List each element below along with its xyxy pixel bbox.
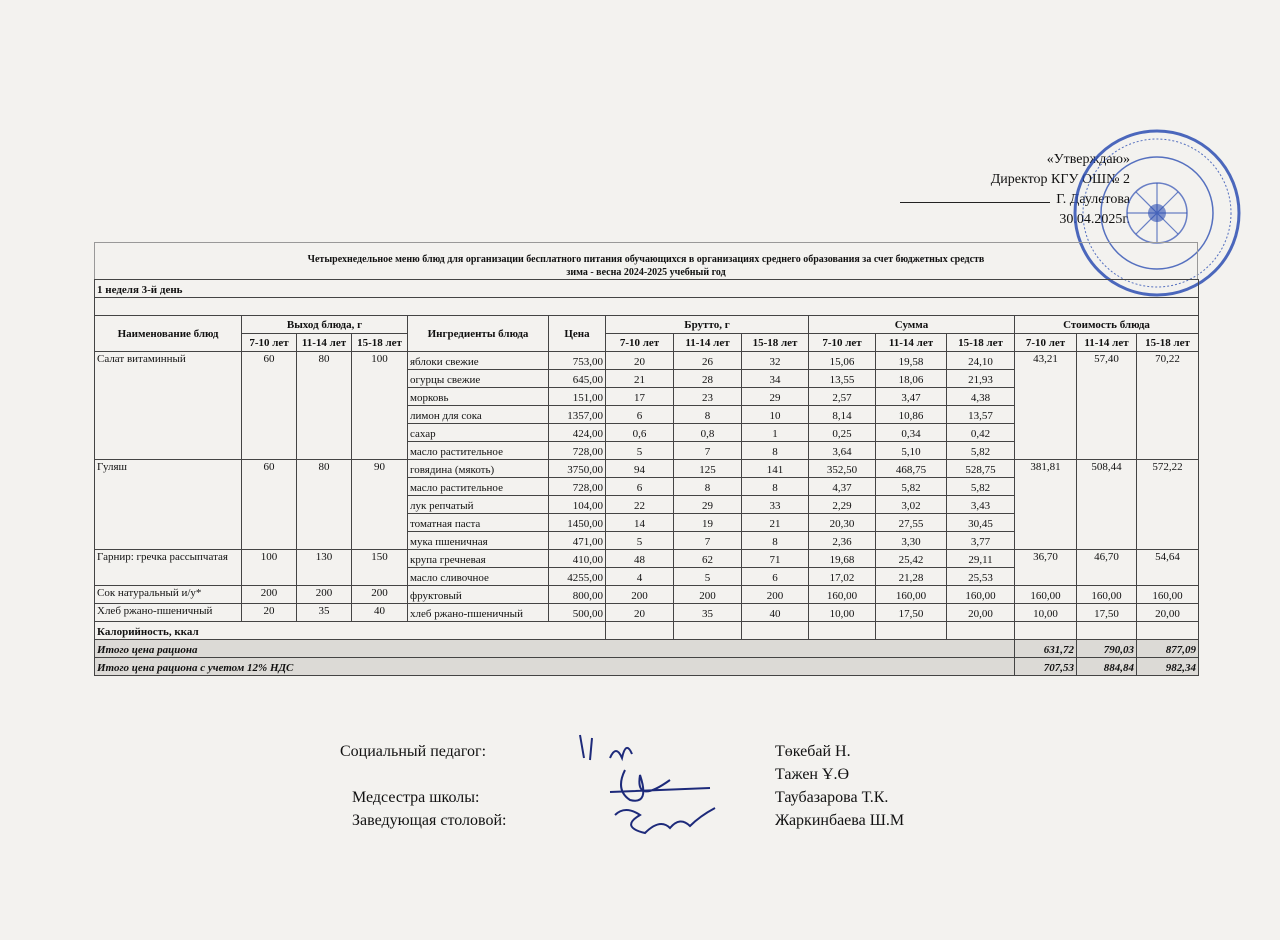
total-label: Итого цена рациона с учетом 12% НДС [95,658,1015,676]
sum-7-10: 10,00 [809,604,876,622]
ingredient-price: 1450,00 [549,514,606,532]
sum-15-18: 30,45 [947,514,1015,532]
approval-heading: «Утверждаю» [1046,152,1130,167]
brutto-15-18: 34 [742,370,809,388]
brutto-11-14: 29 [674,496,742,514]
spacer-row [95,298,1199,316]
output-15-18: 90 [352,460,408,550]
output-15-18: 150 [352,550,408,586]
dish-cost-7-10: 381,81 [1015,460,1077,550]
dish-cost-15-18: 160,00 [1137,586,1199,604]
ingredient-price: 151,00 [549,388,606,406]
sum-7-10: 17,02 [809,568,876,586]
calories-cell [1077,622,1137,640]
header-age-11-14: 11-14 лет [1077,334,1137,352]
sum-7-10: 2,36 [809,532,876,550]
brutto-15-18: 8 [742,478,809,496]
calories-label: Калорийность, ккал [95,622,606,640]
sum-15-18: 160,00 [947,586,1015,604]
brutto-11-14: 8 [674,478,742,496]
sum-15-18: 4,38 [947,388,1015,406]
sum-11-14: 3,02 [876,496,947,514]
brutto-15-18: 33 [742,496,809,514]
dish-cost-7-10: 36,70 [1015,550,1077,586]
header-age-7-10: 7-10 лет [606,334,674,352]
brutto-7-10: 17 [606,388,674,406]
ingredient-price: 471,00 [549,532,606,550]
header-age-15-18: 15-18 лет [947,334,1015,352]
dish-name: Сок натуральный и/у* [95,586,242,604]
header-row-1 [95,316,1199,334]
dish-cost-15-18: 54,64 [1137,550,1199,586]
sum-11-14: 10,86 [876,406,947,424]
brutto-7-10: 6 [606,478,674,496]
brutto-7-10: 22 [606,496,674,514]
ingredient-price: 728,00 [549,442,606,460]
output-7-10: 100 [242,550,297,586]
brutto-11-14: 125 [674,460,742,478]
document-title [94,242,1198,279]
ingredient-name: морковь [408,388,549,406]
header-price: Цена [549,316,606,352]
calories-cell [1137,622,1199,640]
sum-11-14: 19,58 [876,352,947,370]
sum-11-14: 17,50 [876,604,947,622]
dish-cost-15-18: 572,22 [1137,460,1199,550]
ingredient-price: 1357,00 [549,406,606,424]
table-row [95,352,1199,370]
brutto-15-18: 29 [742,388,809,406]
header-age-7-10: 7-10 лет [242,334,297,352]
dish-name: Хлеб ржано-пшеничный [95,604,242,622]
signer-role: Социальный педагог: [340,743,487,760]
total-7-10: 707,53 [1015,658,1077,676]
approval-name: Г. Даулетова [1056,192,1130,207]
brutto-11-14: 23 [674,388,742,406]
calories-cell [876,622,947,640]
sum-11-14: 0,34 [876,424,947,442]
brutto-11-14: 200 [674,586,742,604]
approval-date: 30.04.2025г. [1059,212,1130,227]
ingredient-name: яблоки свежие [408,352,549,370]
brutto-15-18: 71 [742,550,809,568]
header-dish: Наименование блюд [95,316,242,352]
brutto-11-14: 62 [674,550,742,568]
dish-name: Гуляш [95,460,242,550]
calories-row [95,622,1199,640]
output-15-18: 40 [352,604,408,622]
header-sum: Сумма [809,316,1015,334]
brutto-11-14: 7 [674,442,742,460]
brutto-15-18: 141 [742,460,809,478]
ingredient-name: крупа гречневая [408,550,549,568]
sum-11-14: 3,30 [876,532,947,550]
brutto-11-14: 28 [674,370,742,388]
week-day-label: 1 неделя 3-й день [95,280,1199,298]
signature-row [340,809,960,832]
table-row [95,586,1199,604]
brutto-11-14: 26 [674,352,742,370]
dish-name: Салат витаминный [95,352,242,460]
sum-7-10: 8,14 [809,406,876,424]
total-7-10: 631,72 [1015,640,1077,658]
sum-7-10: 2,29 [809,496,876,514]
brutto-15-18: 40 [742,604,809,622]
total-11-14: 790,03 [1077,640,1137,658]
sum-15-18: 3,43 [947,496,1015,514]
brutto-7-10: 48 [606,550,674,568]
dish-cost-11-14: 160,00 [1077,586,1137,604]
dish-name: Гарнир: гречка рассыпчатая [95,550,242,586]
sum-7-10: 20,30 [809,514,876,532]
ingredient-name: огурцы свежие [408,370,549,388]
header-age-15-18: 15-18 лет [352,334,408,352]
brutto-11-14: 7 [674,532,742,550]
ingredient-name: томатная паста [408,514,549,532]
brutto-11-14: 5 [674,568,742,586]
sum-11-14: 21,28 [876,568,947,586]
brutto-7-10: 20 [606,352,674,370]
ingredient-name: фруктовый [408,586,549,604]
sum-7-10: 352,50 [809,460,876,478]
calories-cell [606,622,674,640]
ingredient-name: хлеб ржано-пшеничный [408,604,549,622]
signer-role: Заведующая столовой: [352,812,507,829]
brutto-11-14: 0,8 [674,424,742,442]
header-brutto: Брутто, г [606,316,809,334]
signer-name: Таубазарова Т.К. [775,789,889,806]
menu-table [94,279,1199,676]
sum-15-18: 21,93 [947,370,1015,388]
header-row-2 [95,334,1199,352]
table-row [95,550,1199,568]
menu-sheet [94,242,1198,676]
output-7-10: 200 [242,586,297,604]
signature-row [340,786,960,809]
title-line-1: Четырехнедельное меню блюд для организации бесплатного питания обучающихся в организациях среднего образования за счет бюджетных средств [307,254,985,265]
dish-cost-7-10: 10,00 [1015,604,1077,622]
signer-name: Жаркинбаева Ш.М [775,812,905,829]
signer-name: Тажен Ұ.Ө [775,766,850,783]
brutto-7-10: 20 [606,604,674,622]
sum-15-18: 29,11 [947,550,1015,568]
header-age-11-14: 11-14 лет [674,334,742,352]
brutto-15-18: 6 [742,568,809,586]
dish-cost-11-14: 57,40 [1077,352,1137,460]
dish-cost-15-18: 70,22 [1137,352,1199,460]
sum-11-14: 5,10 [876,442,947,460]
sum-15-18: 0,42 [947,424,1015,442]
brutto-15-18: 10 [742,406,809,424]
total-11-14: 884,84 [1077,658,1137,676]
header-age-7-10: 7-10 лет [809,334,876,352]
total-15-18: 877,09 [1137,640,1199,658]
brutto-15-18: 32 [742,352,809,370]
sum-15-18: 13,57 [947,406,1015,424]
sum-15-18: 5,82 [947,478,1015,496]
ingredient-price: 645,00 [549,370,606,388]
header-cost: Стоимость блюда [1015,316,1199,334]
sum-11-14: 468,75 [876,460,947,478]
output-11-14: 35 [297,604,352,622]
calories-cell [1015,622,1077,640]
brutto-7-10: 0,6 [606,424,674,442]
table-row [95,604,1199,622]
output-7-10: 60 [242,352,297,460]
brutto-7-10: 4 [606,568,674,586]
header-output: Выход блюда, г [242,316,408,334]
header-age-11-14: 11-14 лет [876,334,947,352]
ingredient-name: сахар [408,424,549,442]
calories-cell [809,622,876,640]
output-11-14: 130 [297,550,352,586]
calories-cell [742,622,809,640]
total-label: Итого цена рациона [95,640,1015,658]
sum-7-10: 0,25 [809,424,876,442]
brutto-15-18: 8 [742,442,809,460]
brutto-7-10: 5 [606,532,674,550]
sum-11-14: 160,00 [876,586,947,604]
ingredient-name: говядина (мякоть) [408,460,549,478]
output-11-14: 80 [297,460,352,550]
signature-block [340,740,960,832]
brutto-11-14: 8 [674,406,742,424]
header-age-7-10: 7-10 лет [1015,334,1077,352]
sum-11-14: 27,55 [876,514,947,532]
brutto-7-10: 14 [606,514,674,532]
table-row [95,460,1199,478]
sum-15-18: 20,00 [947,604,1015,622]
total-15-18: 982,34 [1137,658,1199,676]
calories-cell [947,622,1015,640]
week-day-row [95,280,1199,298]
signer-name: Төкебай Н. [775,743,851,760]
title-line-2: зима - весна 2024-2025 учебный год [566,267,726,278]
sum-15-18: 5,82 [947,442,1015,460]
approval-director: Директор КГУ ОШ№ 2 [990,172,1130,187]
signature-row [340,740,960,763]
brutto-7-10: 94 [606,460,674,478]
dish-cost-7-10: 43,21 [1015,352,1077,460]
header-age-15-18: 15-18 лет [742,334,809,352]
ingredient-price: 424,00 [549,424,606,442]
output-11-14: 80 [297,352,352,460]
dish-cost-11-14: 17,50 [1077,604,1137,622]
total-row [95,640,1199,658]
sum-15-18: 25,53 [947,568,1015,586]
ingredient-name: масло растительное [408,478,549,496]
brutto-7-10: 21 [606,370,674,388]
output-7-10: 20 [242,604,297,622]
brutto-7-10: 5 [606,442,674,460]
sum-7-10: 160,00 [809,586,876,604]
ingredient-name: масло растительное [408,442,549,460]
ingredient-price: 728,00 [549,478,606,496]
sum-7-10: 2,57 [809,388,876,406]
menu-table-body [95,280,1199,676]
spacer-cell [95,298,1199,316]
header-ingredients: Ингредиенты блюда [408,316,549,352]
sum-11-14: 5,82 [876,478,947,496]
ingredient-price: 4255,00 [549,568,606,586]
ingredient-name: лимон для сока [408,406,549,424]
brutto-7-10: 6 [606,406,674,424]
brutto-15-18: 1 [742,424,809,442]
ingredient-price: 104,00 [549,496,606,514]
sum-7-10: 19,68 [809,550,876,568]
dish-cost-11-14: 46,70 [1077,550,1137,586]
ingredient-name: мука пшеничная [408,532,549,550]
brutto-11-14: 19 [674,514,742,532]
sum-11-14: 18,06 [876,370,947,388]
signer-role: Медсестра школы: [352,789,480,806]
ingredient-price: 3750,00 [549,460,606,478]
brutto-11-14: 35 [674,604,742,622]
ingredient-name: масло сливочное [408,568,549,586]
brutto-15-18: 200 [742,586,809,604]
signature-line [900,202,1050,203]
dish-cost-7-10: 160,00 [1015,586,1077,604]
ingredient-price: 500,00 [549,604,606,622]
sum-11-14: 25,42 [876,550,947,568]
ingredient-name: лук репчатый [408,496,549,514]
sum-7-10: 15,06 [809,352,876,370]
header-age-11-14: 11-14 лет [297,334,352,352]
calories-cell [674,622,742,640]
brutto-15-18: 8 [742,532,809,550]
output-15-18: 100 [352,352,408,460]
brutto-15-18: 21 [742,514,809,532]
output-7-10: 60 [242,460,297,550]
sum-11-14: 3,47 [876,388,947,406]
sum-15-18: 3,77 [947,532,1015,550]
sum-15-18: 528,75 [947,460,1015,478]
brutto-7-10: 200 [606,586,674,604]
sum-7-10: 13,55 [809,370,876,388]
dish-cost-15-18: 20,00 [1137,604,1199,622]
ingredient-price: 753,00 [549,352,606,370]
header-age-15-18: 15-18 лет [1137,334,1199,352]
total-row [95,658,1199,676]
dish-cost-11-14: 508,44 [1077,460,1137,550]
signature-row [340,763,960,786]
sum-15-18: 24,10 [947,352,1015,370]
ingredient-price: 410,00 [549,550,606,568]
sum-7-10: 4,37 [809,478,876,496]
output-11-14: 200 [297,586,352,604]
ingredient-price: 800,00 [549,586,606,604]
sum-7-10: 3,64 [809,442,876,460]
output-15-18: 200 [352,586,408,604]
